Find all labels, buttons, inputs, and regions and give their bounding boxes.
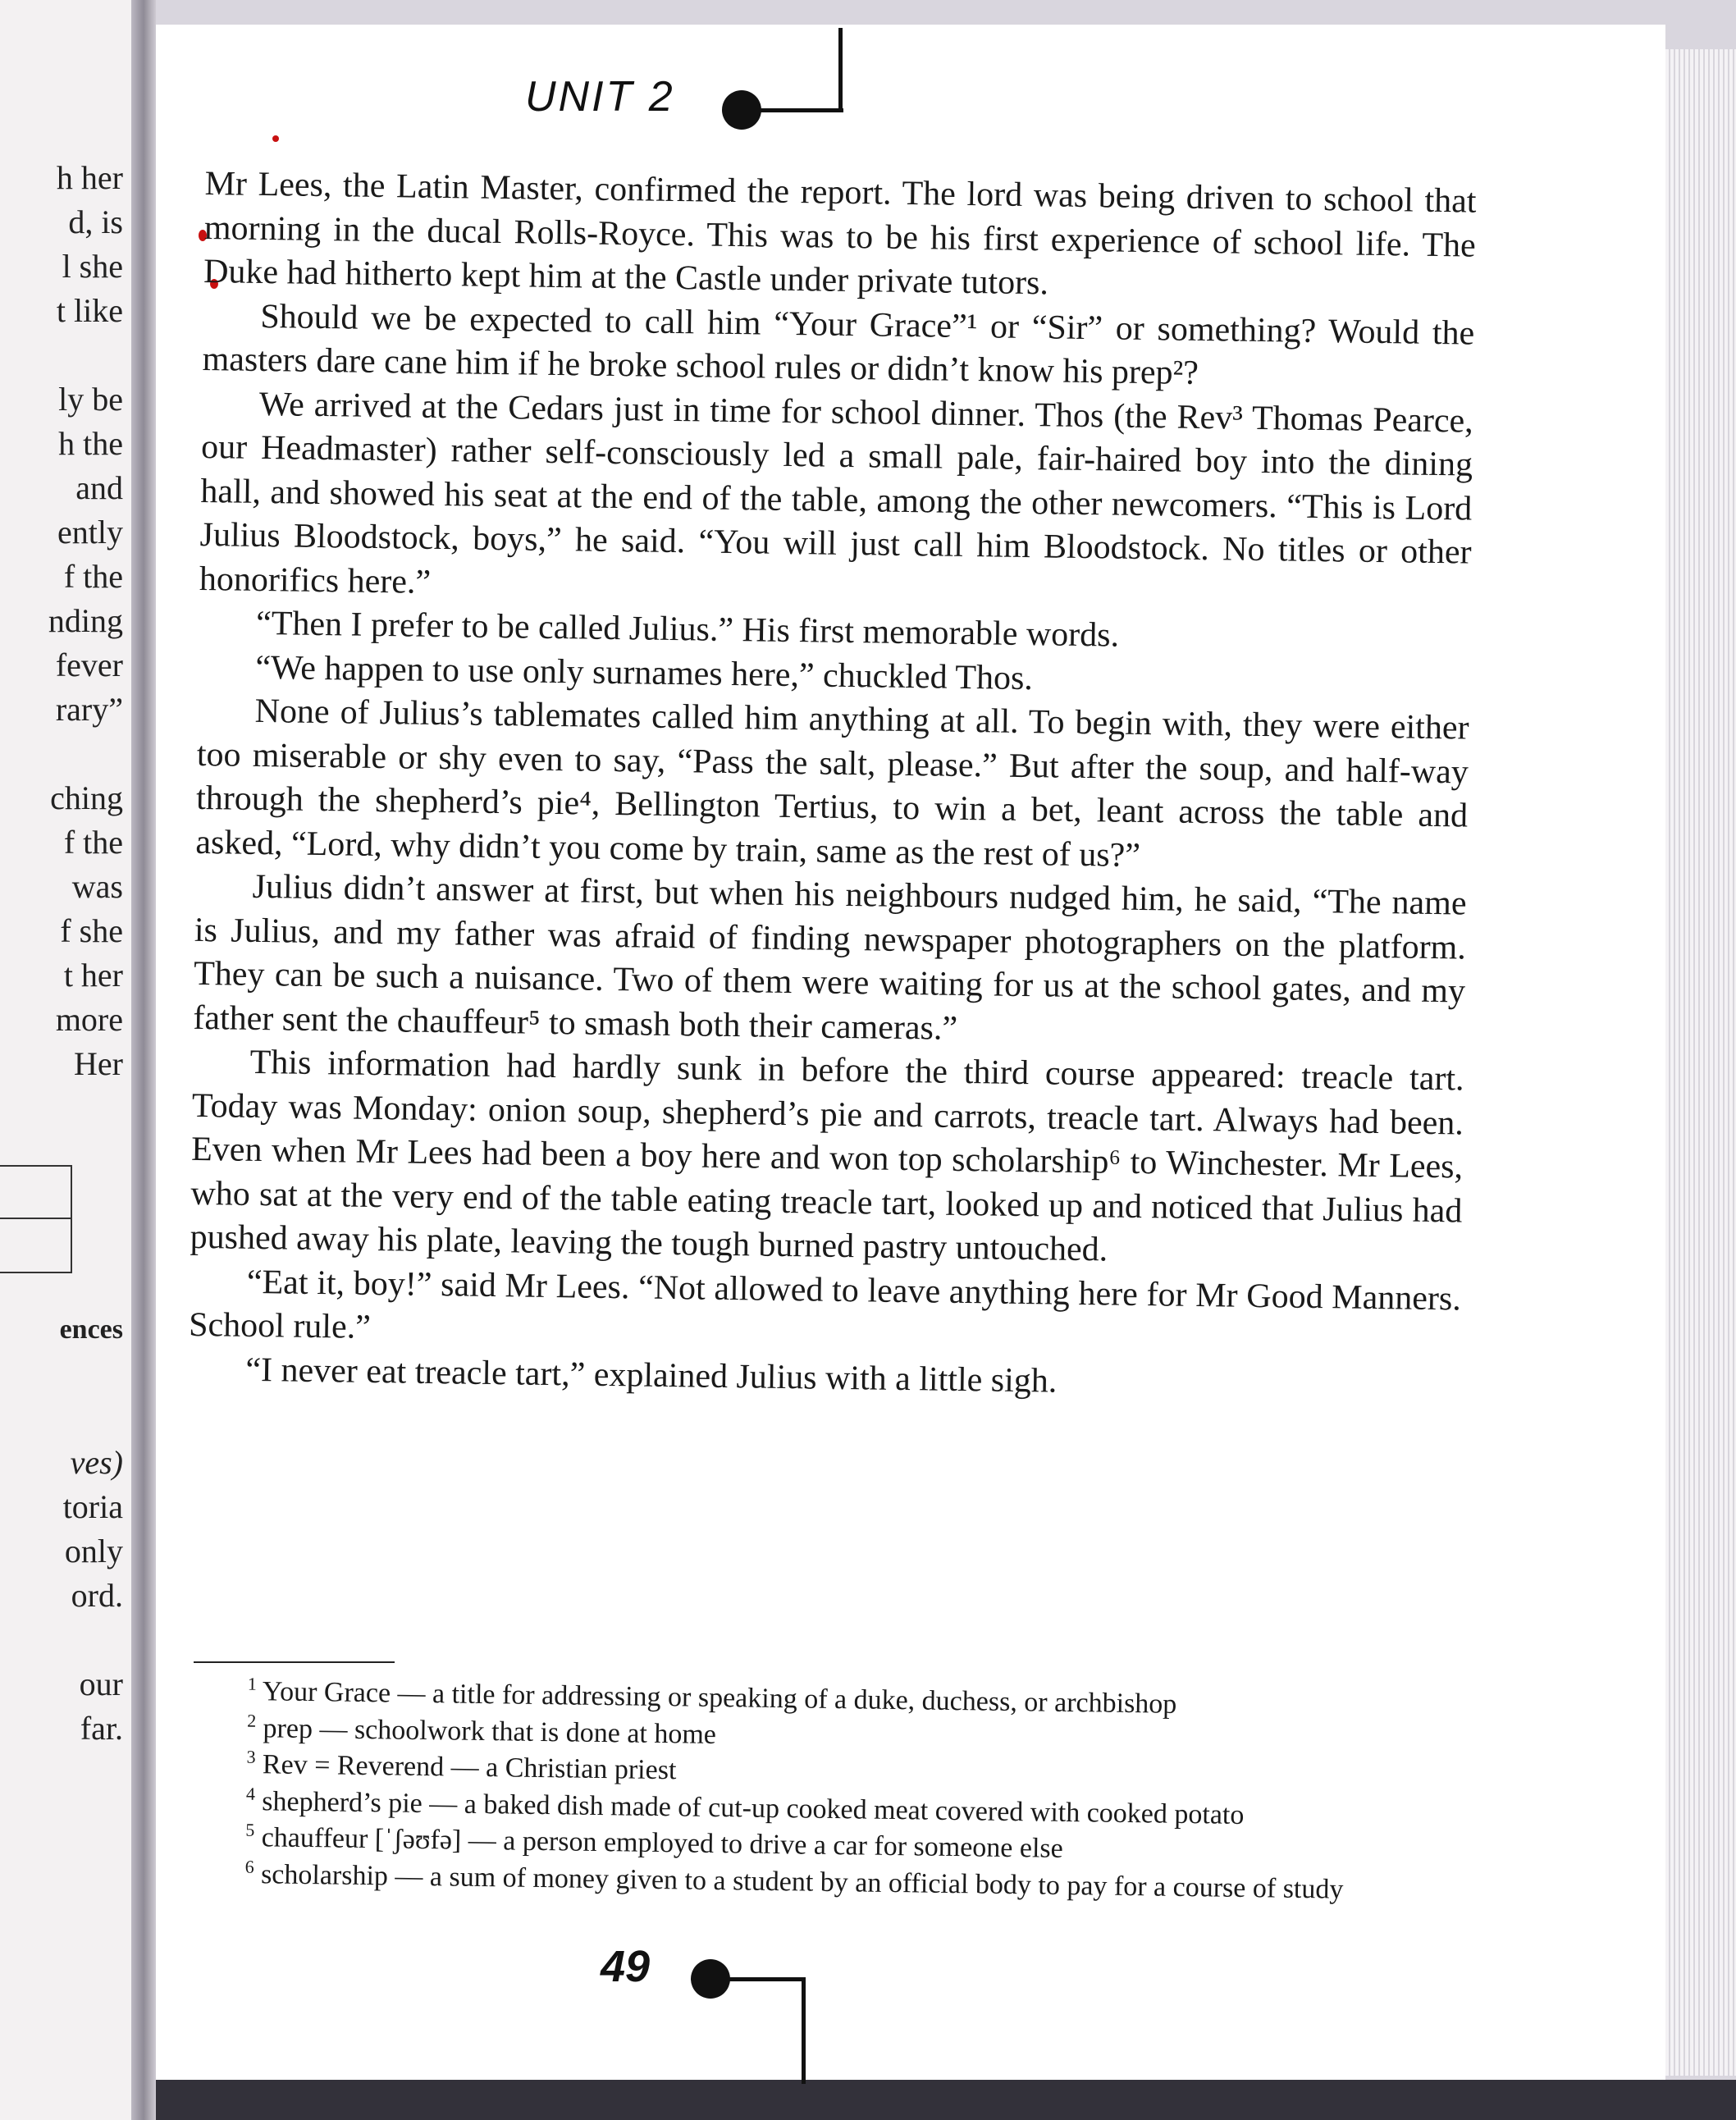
left-page-line: ly be — [58, 381, 123, 418]
left-page-line: d, is — [68, 203, 123, 240]
page-edges — [1665, 49, 1736, 2076]
left-page-line: toria — [62, 1488, 123, 1525]
left-page-line — [0, 1396, 123, 1441]
left-page-line: f the — [63, 558, 123, 595]
left-page-line: ently — [57, 514, 123, 551]
header-rule — [738, 108, 843, 112]
paragraph: This information had hardly sunk in before the third course appeared: treacle tart. Today was Monday: onion soup, shepherd’s pie and carrots, treacle tart. Always had been. Even when Mr Lees had been a boy here and won top scholarship⁶ to Winchester. Mr Lees, who sat at the very end of the table eating treacle tart, looked up and noticed that Julius had pushed away his plate, leaving the tough burned pastry untouched. — [190, 1043, 1464, 1269]
paragraph: Mr Lees, the Latin Master, confirmed the report. The lord was being driven to school that morning in the ducal Rolls-Royce. This was to be his first experience of school life. The Duke had hitherto kept him at the Castle under private tutors. — [203, 164, 1477, 303]
paragraph: We arrived at the Cedars just in time for school dinner. Thos (the Rev³ Thomas Pearce, our Headmaster) rather self-consciously led a small pale, fair-haired boy into the dining hall, and showed his seat at the end of the table, among the other newcomers. “This is Lord Julius Bloodstock, boys,” he said. “You will just call him Bloodstock. No titles or other honorifics here.” — [199, 385, 1474, 601]
story-text — [188, 162, 1477, 1409]
footnote-text: scholarship — a sum of money given to a student by an official body to pay for a course of study — [260, 1858, 1344, 1905]
footnote-text: chauffeur [ˈʃəʊfə] — a person employed to drive a car for someone else — [261, 1822, 1064, 1864]
left-page-line: was — [71, 868, 123, 905]
left-page-line: f the — [63, 824, 123, 861]
footnote-number: 3 — [246, 1746, 256, 1767]
footnote-number: 1 — [247, 1673, 258, 1694]
footnote-number: 4 — [245, 1783, 256, 1804]
footnote-divider — [194, 1661, 395, 1663]
paragraph: Julius didn’t answer at first, but when his neighbours nudged him, he said, “The name is Julius, and my father was afraid of finding newspaper photographers on the platform. They can be such a nuisance. Two of them were waiting for us at the school gates, and my father sent the chauffeur⁵ to smash both their cameras.” — [193, 867, 1467, 1048]
page-number: 49 — [601, 1942, 651, 1991]
paragraph: “We happen to use only surnames here,” chuckled Thos. — [255, 648, 1034, 697]
footnotes — [244, 1674, 1478, 1910]
footnote-number: 5 — [245, 1819, 255, 1840]
left-page-line — [0, 1086, 123, 1131]
footnote-text: prep — schoolwork that is done at home — [263, 1712, 717, 1750]
left-page-line: far. — [80, 1710, 123, 1747]
left-page-line: Her — [74, 1045, 123, 1082]
left-page-text — [0, 156, 123, 1751]
scan-shadow — [156, 2080, 1736, 2120]
footnote-text: Your Grace — a title for addressing or speaking of a duke, duchess, or archbishop — [262, 1676, 1177, 1720]
footnote-number: 2 — [247, 1710, 257, 1731]
left-page-line: h the — [58, 425, 123, 462]
left-page-line: and — [75, 469, 123, 506]
left-page-line: h her — [56, 159, 123, 196]
footer-rule-vertical — [802, 1977, 806, 2084]
paragraph: None of Julius’s tablemates called him anything at all. To begin with, they were either too miserable or shy even to say, “Pass the salt, please.” But after the soup, and half-way through the shepherd’s pie⁴, Bellington Tertius, to win a bet, leant across the table and asked, “Lord, why didn’t you come by train, same as the rest of us?” — [195, 692, 1469, 875]
left-page-line — [0, 333, 123, 377]
left-page-line: our — [79, 1665, 123, 1702]
left-page-line: ences — [59, 1314, 123, 1345]
left-page-line: ord. — [71, 1577, 123, 1614]
left-page-line: f she — [60, 912, 123, 949]
paragraph: “Eat it, boy!” said Mr Lees. “Not allowed to leave anything here for Mr Good Manners. School rule.” — [188, 1263, 1462, 1346]
left-page-line: l she — [62, 248, 123, 285]
paragraph: “I never eat treacle tart,” explained Julius with a little sigh. — [245, 1350, 1058, 1400]
left-page-line: t her — [63, 957, 123, 994]
left-page-line — [0, 1352, 123, 1396]
left-page-line: nding — [48, 602, 123, 639]
left-page-line: only — [64, 1533, 123, 1569]
left-page-line: fever — [55, 647, 123, 683]
left-page-line: ves) — [70, 1444, 123, 1481]
left-page-line: ching — [50, 779, 123, 816]
left-page-line: more — [55, 1001, 123, 1038]
footer-rule — [707, 1977, 806, 1981]
footnote-text: Rev = Reverend — a Christian priest — [262, 1749, 677, 1786]
ink-mark — [272, 135, 279, 142]
left-page-line — [0, 1618, 123, 1662]
header-rule-vertical — [838, 28, 843, 112]
footnote-text: shepherd’s pie — a baked dish made of cut-up cooked meat covered with cooked potato — [262, 1785, 1245, 1830]
left-page-line — [0, 732, 123, 776]
footnote-number: 6 — [244, 1856, 254, 1877]
paragraph: “Then I prefer to be called Julius.” His first memorable words. — [255, 604, 1120, 655]
book-gutter — [131, 0, 156, 2120]
left-page-table — [0, 1165, 72, 1273]
left-page-line: rary” — [55, 691, 123, 728]
left-page-line: t like — [56, 292, 123, 329]
unit-heading: UNIT 2 — [525, 73, 675, 121]
paragraph: Should we be expected to call him “Your Grace”¹ or “Sir” or something? Would the masters dare cane him if he broke school rules or didn’t know his prep²? — [202, 297, 1475, 392]
